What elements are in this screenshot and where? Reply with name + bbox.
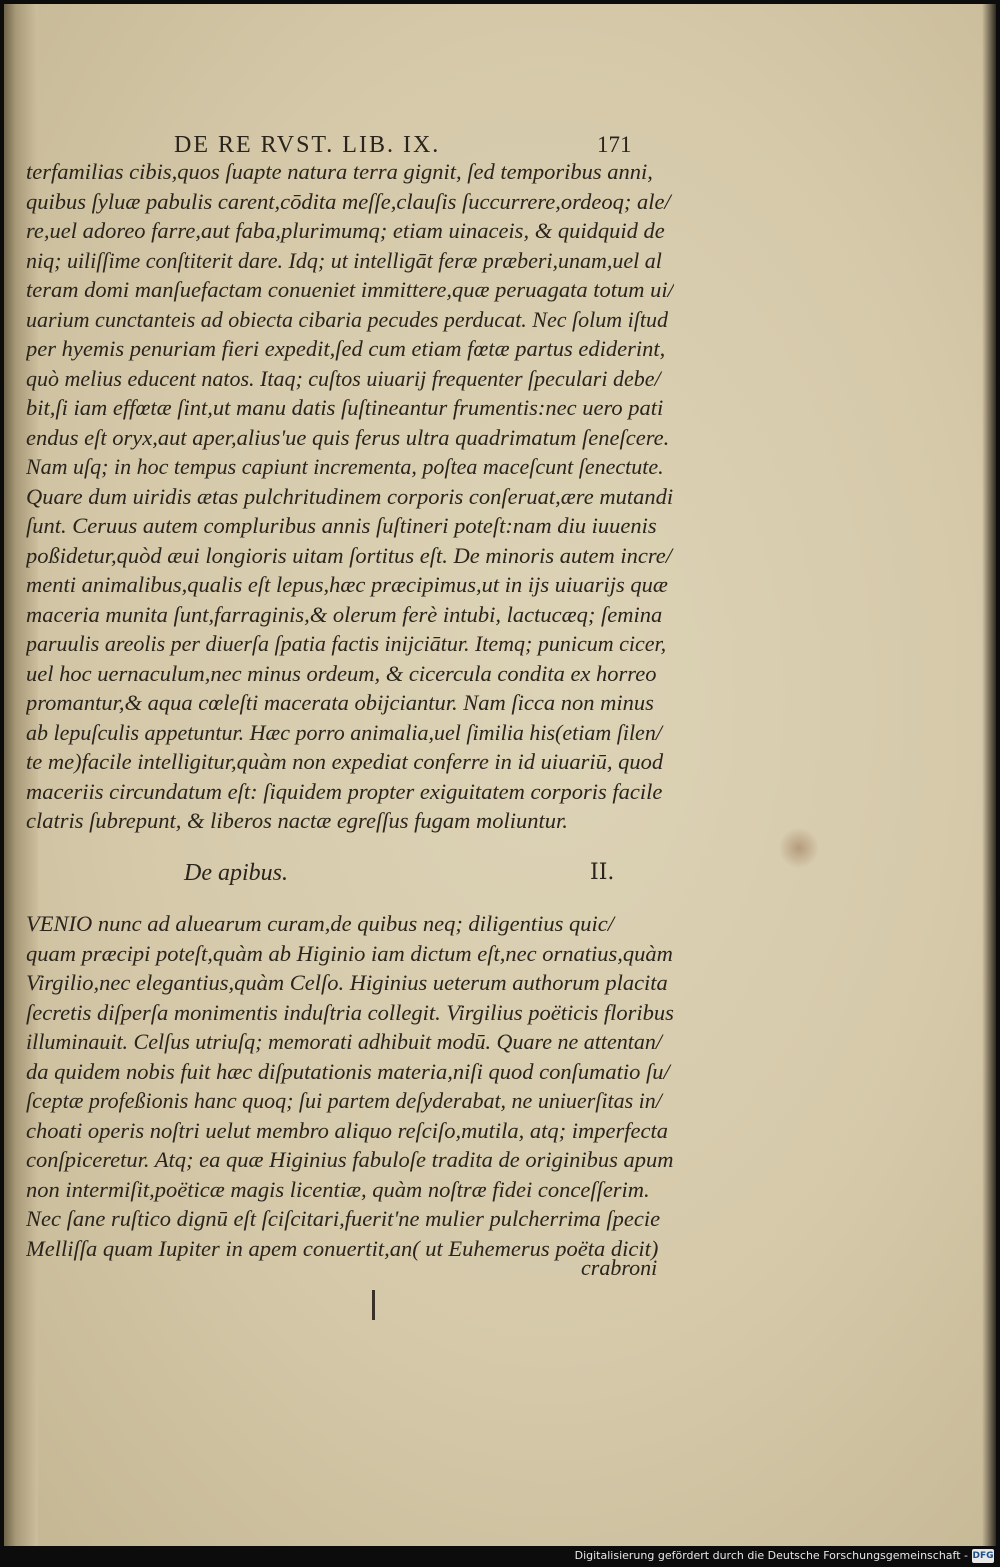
text-line: terfamilias cibis,quos ſuapte natura terra gignit, ſed temporibus anni, bbox=[26, 159, 653, 184]
text-line: quam præcipi poteſt,quàm ab Higinio iam dictum eſt,nec ornatius,quàm bbox=[26, 940, 673, 966]
text-line: poßidetur,quòd æui longioris uitam ſortitus eſt. De minoris autem incre/ bbox=[26, 542, 673, 568]
text-line: Nam uſq; in hoc tempus capiunt incrementa, poſtea maceſcunt ſenectute. bbox=[26, 454, 664, 479]
text-line: teram domi manſuefactam conueniet immittere,quæ peruagata totum ui/ bbox=[26, 277, 674, 302]
text-line: ſunt. Ceruus autem compluribus annis ſuſtineri poteſt:nam diu iuuenis bbox=[26, 513, 657, 538]
text-line: te me)facile intelligitur,quàm non expediat conferre in id uiuariū, quod bbox=[26, 749, 664, 774]
text-line: VENIO nunc ad aluearum curam,de quibus neq; diligentius quic/ bbox=[26, 911, 615, 936]
text-line: bit,ſi iam effœtæ ſint,ut manu datis ſuſtineantur frumentis:nec uero pati bbox=[26, 395, 664, 420]
scanned-page bbox=[4, 4, 996, 1546]
text-line: uarium cunctanteis ad obiecta cibaria pecudes perducat. Nec ſolum iſtud bbox=[26, 306, 668, 332]
text-line: promantur,& aqua cœleſti macerata obijciantur. Nam ſicca non minus bbox=[26, 690, 654, 715]
text-line: da quidem nobis fuit hæc diſputationis materia,niſi quod conſumatio ſu/ bbox=[26, 1058, 670, 1084]
text-line: ſceptæ profeßionis hanc quoq; ſui partem deſyderabat, ne uniuerſitas in/ bbox=[26, 1088, 662, 1113]
text-line: non intermiſit,poëticæ magis licentiæ, quàm noſtræ fidei conceſſerim. bbox=[26, 1176, 650, 1202]
text-line: Nec ſane ruſtico dignū eſt ſciſcitari,fuerit'ne mulier pulcherrima ſpecie bbox=[26, 1206, 661, 1231]
text-line: uel hoc uernaculum,nec minus ordeum, & cicercula condita ex horreo bbox=[26, 660, 657, 686]
page-number: 171 bbox=[597, 132, 632, 157]
text-line: endus eſt oryx,aut aper,alius'ue quis ferus ultra quadrimatum ſeneſcere. bbox=[26, 424, 670, 450]
text-line: Melliſſa quam Iupiter in apem conuertit,an( ut Euhemerus poëta dicit) bbox=[26, 1235, 659, 1261]
text-line: quibus ſyluæ pabulis carent,cōdita meſſe,clauſis ſuccurrere,ordeoq; ale/ bbox=[26, 188, 671, 214]
digitization-footer bbox=[0, 1546, 1000, 1567]
text-line: conſpiceretur. Atq; ea quæ Higinius fabuloſe tradita de originibus apum bbox=[26, 1147, 674, 1172]
text-line: per hyemis penuriam fieri expedit,ſed cum etiam fœtæ partus ediderint, bbox=[26, 336, 666, 361]
text-line: maceriis circundatum eſt: ſiquidem propter exiguitatem corporis facile bbox=[26, 778, 663, 804]
page-edge-shadow bbox=[982, 4, 996, 1546]
text-line: ſecretis diſperſa monimentis induſtria collegit. Virgilius poëticis floribus bbox=[26, 999, 674, 1025]
chapter-heading: De apibus. bbox=[184, 860, 288, 886]
text-line: menti animalibus,qualis eſt lepus,hæc præcipimus,ut in ijs uiuarijs quæ bbox=[26, 572, 668, 597]
text-line: choati operis noſtri uelut membro aliquo reſciſo,mutila, atq; imperfecta bbox=[26, 1117, 669, 1143]
text-line: Virgilio,nec elegantius,quàm Celſo. Higinius ueterum authorum placita bbox=[26, 970, 668, 995]
text-line: clatris ſubrepunt, & liberos nactæ egreſſus fugam moliuntur. bbox=[26, 808, 568, 833]
signature-mark bbox=[372, 1290, 375, 1320]
footer-credit: Digitalisierung gefördert durch die Deutsche Forschungsgemeinschaft - bbox=[574, 1549, 968, 1562]
text-line: quò melius educent natos. Itaq; cuſtos uiuarij frequenter ſpeculari debe/ bbox=[26, 365, 661, 391]
text-line: maceria munita ſunt,farraginis,& olerum ferè intubi, lactucæq; ſemina bbox=[26, 601, 663, 627]
paper-stain bbox=[780, 826, 818, 870]
running-head: DE RE RVST. LIB. IX. bbox=[174, 132, 441, 158]
text-line: re,uel adoreo farre,aut faba,plurimumq; etiam uinaceis, & quidquid de bbox=[26, 218, 665, 243]
chapter-number: II. bbox=[590, 860, 615, 885]
catchword: crabroni bbox=[581, 1255, 658, 1280]
text-line: niq; uiliſſime conſtiterit dare. Idq; ut intelligāt feræ præberi,unam,uel al bbox=[26, 247, 662, 273]
text-line: paruulis areolis per diuerſa ſpatia factis inijciātur. Itemq; punicum cicer, bbox=[26, 631, 667, 656]
dfg-logo: DFG bbox=[972, 1551, 994, 1561]
text-line: Quare dum uiridis ætas pulchritudinem corporis conſeruat,ære mutandi bbox=[26, 483, 674, 509]
text-line: ab lepuſculis appetuntur. Hæc porro animalia,uel ſimilia his(etiam ſilen/ bbox=[26, 719, 662, 745]
text-line: illuminauit. Celſus utriuſq; memorati adhibuit modū. Quare ne attentan/ bbox=[26, 1029, 662, 1054]
